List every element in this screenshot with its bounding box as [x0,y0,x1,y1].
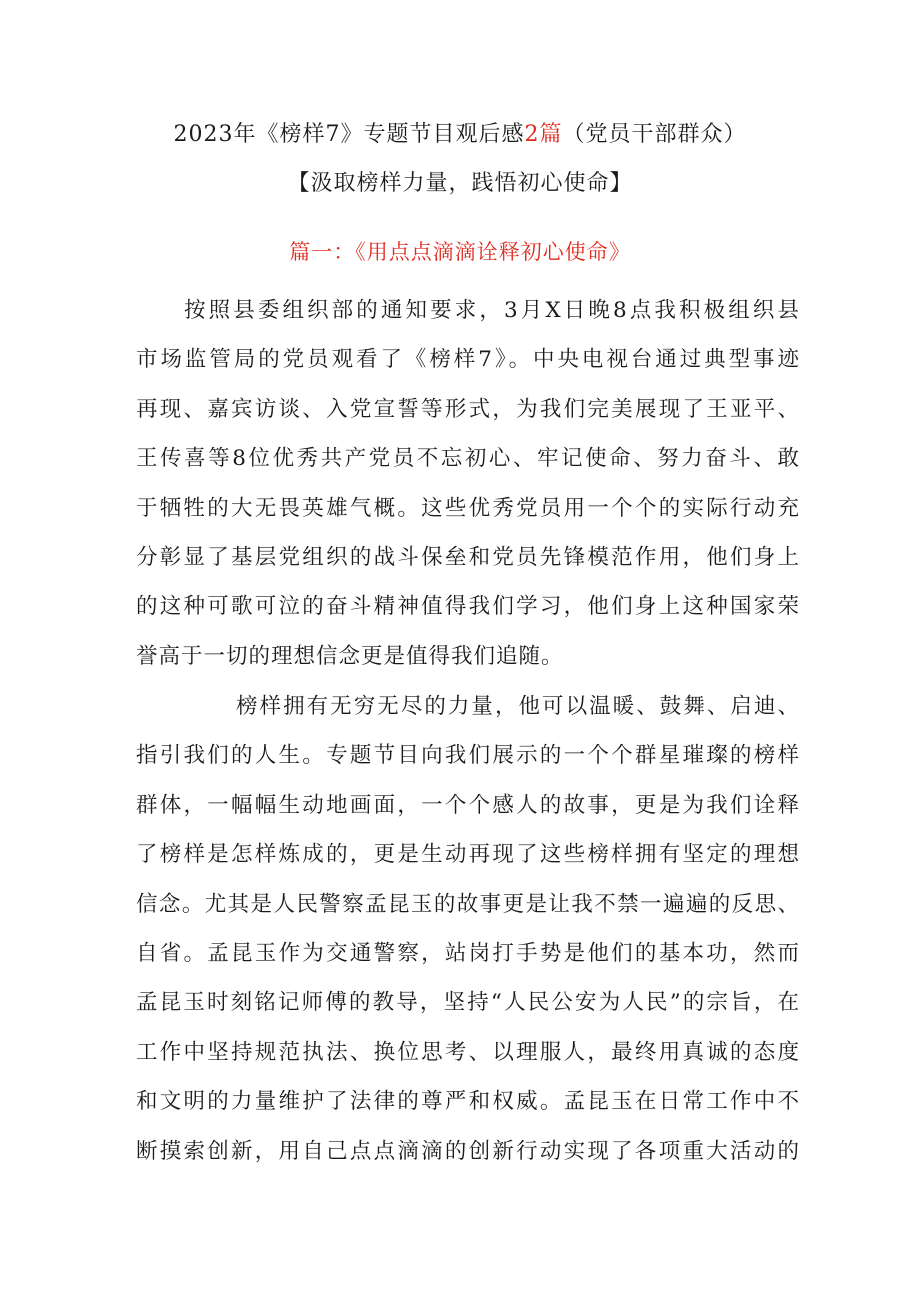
title-prefix: 2023年《榜样7》专题节目观后感 [173,122,525,147]
paragraph-1 [136,286,800,681]
paragraph-line: 信念。尤其是人民警察孟昆玉的故事更是让我不禁一遍遍的反思、 [136,891,800,917]
paragraph-line: 自省。孟昆玉作为交通警察，站岗打手势是他们的基本功，然而 [136,941,800,967]
paragraph-line: 孟昆玉时刻铭记师傅的教导，坚持“人民公安为人民”的宗旨，在 [136,990,800,1016]
paragraph-line: 了榜样是怎样炼成的，更是生动再现了这些榜样拥有坚定的理想 [136,842,800,868]
paragraph-line: 指引我们的人生。专题节目向我们展示的一个个群星璀璨的榜样 [136,743,800,769]
title-count: 2篇 [524,122,563,147]
paragraph-line: 和文明的力量维护了法律的尊严和权威。孟昆玉在日常工作中不 [136,1089,800,1115]
paragraph-line: 誉高于一切的理想信念更是值得我们追随。 [136,643,564,669]
document-subtitle: 【汲取榜样力量，践悟初心使命】 [287,171,633,196]
paragraph-line: 于牺牲的大无畏英雄气概。这些优秀党员用一个个的实际行动充 [136,495,800,521]
paragraph-line: 再现、嘉宾访谈、入党宣誓等形式，为我们完美展现了王亚平、 [136,396,800,422]
paragraph-line: 断摸索创新，用自己点点滴滴的创新行动实现了各项重大活动的 [136,1138,800,1164]
paragraph-line: 市场监管局的党员观看了《榜样7》。中央电视台通过典型事迹 [136,347,800,373]
paragraph-line: 工作中坚持规范执法、换位思考、以理服人，最终用真诚的态度 [136,1039,800,1065]
document-title [0,117,920,148]
paragraph-line: 的这种可歌可泣的奋斗精神值得我们学习，他们身上这种国家荣 [136,594,800,620]
paragraph-line: 王传喜等8位优秀共产党员不忘初心、牢记使命、努力奋斗、敢 [136,446,800,472]
paragraph-2 [136,682,800,1176]
paragraph-line: 榜样拥有无穷无尽的力量，他可以温暖、鼓舞、启迪、 [236,694,800,719]
paragraph-line: 按照县委组织部的通知要求，3月X日晚8点我积极组织县 [184,298,800,323]
paragraph-line: 分彰显了基层党组织的战斗保垒和党员先锋模范作用，他们身上 [136,545,800,571]
section-heading: 篇一：《用点点滴滴诠释初心使命》 [289,240,631,264]
title-suffix: （党员干部群众） [562,122,747,147]
paragraph-line: 群体，一幅幅生动地画面，一个个感人的故事，更是为我们诠释 [136,792,800,818]
